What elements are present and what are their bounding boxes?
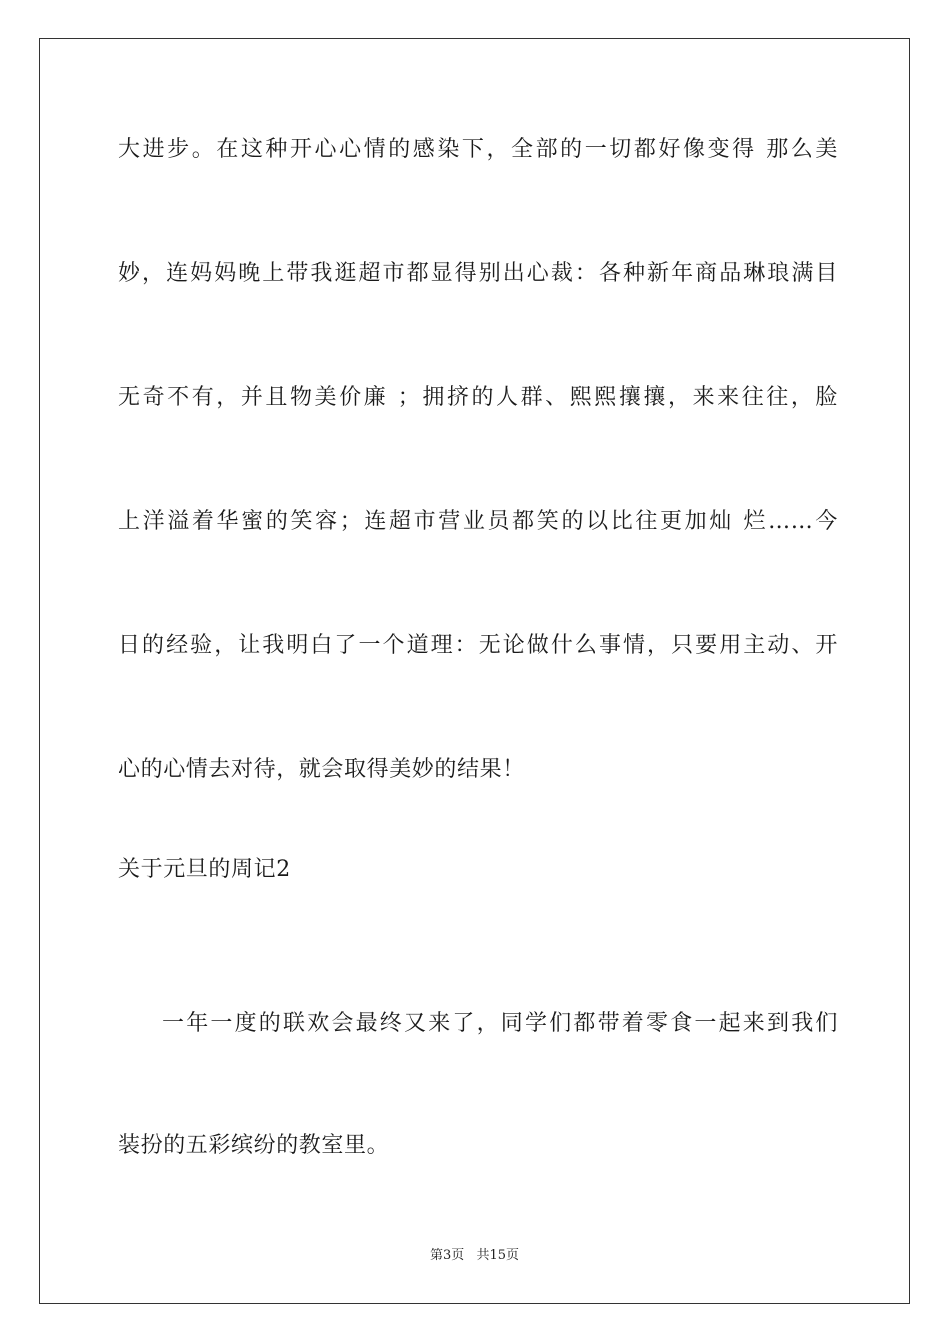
document-page (39, 38, 910, 1304)
body-text-line: 装扮的五彩缤纷的教室里。 (118, 1133, 390, 1158)
body-text-line: 无奇不有，并且物美价廉 ；拥挤的人群、熙熙攘攘，来来往往，脸 (118, 385, 838, 410)
section-heading: 关于元旦的周记2 (118, 857, 291, 882)
page-number: 第3页 (430, 1248, 465, 1263)
body-text-line: 妙，连妈妈晚上带我逛超市都显得别出心裁：各种新年商品琳琅满目 (118, 261, 838, 286)
body-text-line: 日的经验，让我明白了一个道理：无论做什么事情，只要用主动、开 (118, 633, 838, 658)
body-text-line: 心的心情去对待，就会取得美妙的结果！ (118, 757, 525, 782)
page-total: 共15页 (476, 1248, 519, 1263)
body-text-line: 一年一度的联欢会最终又来了，同学们都带着零食一起来到我们 (162, 1011, 838, 1036)
body-text-line: 上洋溢着华蜜的笑容；连超市营业员都笑的以比往更加灿 烂……今 (118, 509, 838, 534)
body-text-line: 大进步。在这种开心心情的感染下，全部的一切都好像变得 那么美 (118, 137, 838, 162)
page-footer (40, 1247, 909, 1265)
